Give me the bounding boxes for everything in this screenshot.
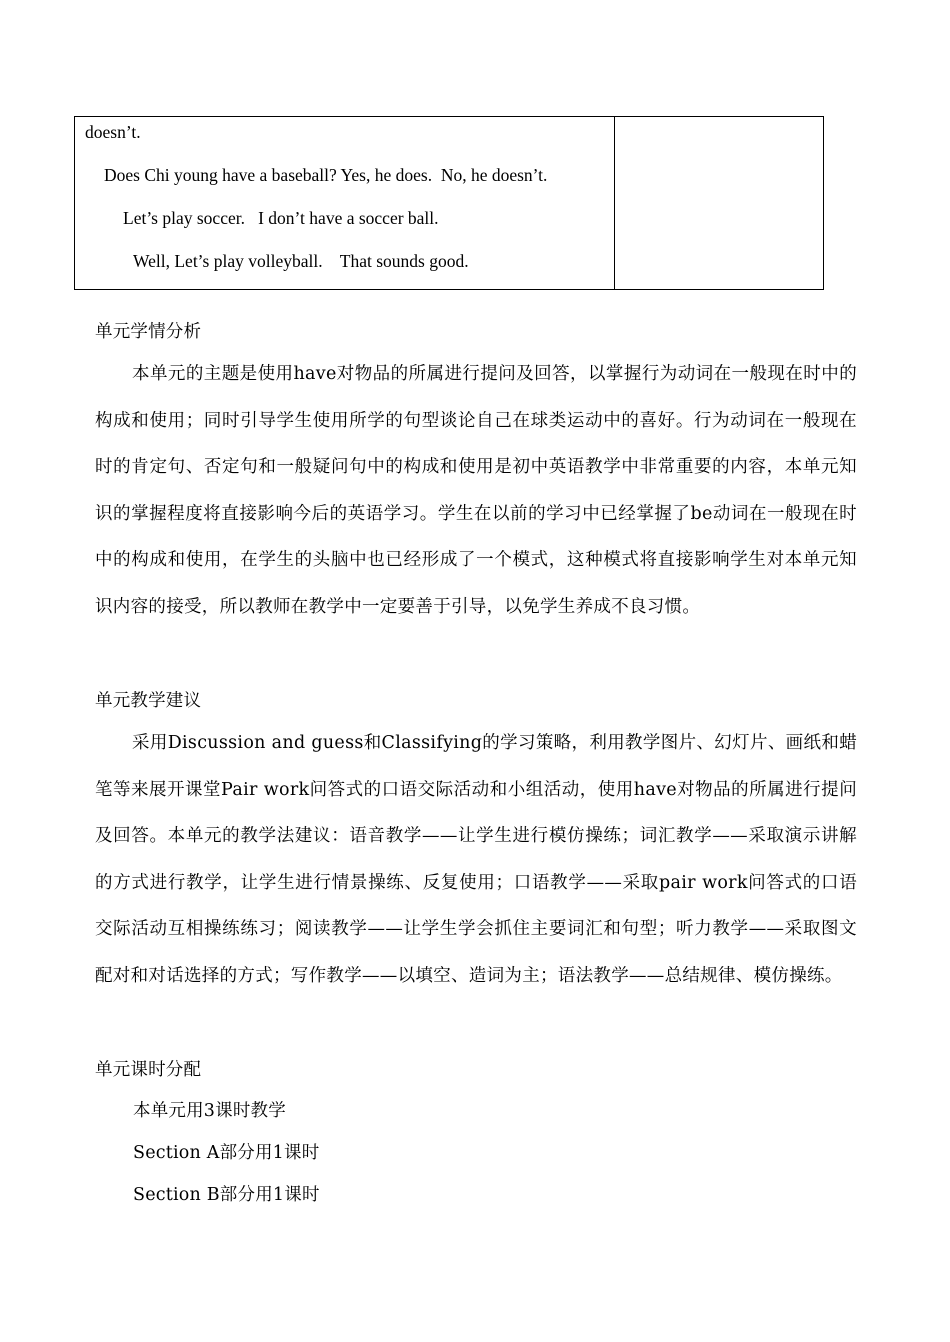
schedule-item: 本单元用3课时教学: [133, 1101, 286, 1121]
table-line: Well, Let’s play volleyball. That sounds good.: [133, 251, 469, 271]
table-column-divider: [614, 117, 615, 289]
table-line: Does Chi young have a baseball? Yes, he does. No, he doesn’t.: [104, 165, 548, 185]
table-line: doesn’t.: [85, 122, 141, 142]
section-paragraph-suggestions: 采用Discussion and guess和Classifying的学习策略，利用教学图片、幻灯片、画纸和蜡笔等来展开课堂Pair work问答式的口语交际活动和小组活动，使用have对物品的所属进行提问及回答。本单元的教学法建议：语音教学——让学生进行模仿操练；词汇教学——采取演示讲解的方式进行教学，让学生进行情景操练、反复使用；口语教学——采取pair work问答式的口语交际活动互相操练练习；阅读教学——让学生学会抓住主要词汇和句型；听力教学——采取图文配对和对话选择的方式；写作教学——以填空、造词为主；语法教学——总结规律、模仿操练。: [95, 733, 857, 986]
schedule-item: Section A部分用1课时: [133, 1143, 320, 1163]
table-line: Let’s play soccer. I don’t have a soccer ball.: [123, 208, 439, 228]
schedule-item: Section B部分用1课时: [133, 1185, 320, 1205]
section-paragraph-analysis: 本单元的主题是使用have对物品的所属进行提问及回答，以掌握行为动词在一般现在时中的构成和使用；同时引导学生使用所学的句型谈论自己在球类运动中的喜好。行为动词在一般现在时的肯定句、否定句和一般疑问句中的构成和使用是初中英语教学中非常重要的内容，本单元知识的掌握程度将直接影响今后的英语学习。学生在以前的学习中已经掌握了be动词在一般现在时中的构成和使用，在学生的头脑中也已经形成了一个模式，这种模式将直接影响学生对本单元知识内容的接受，所以教师在教学中一定要善于引导，以免学生养成不良习惯。: [95, 364, 857, 617]
section-heading-suggestions: 单元教学建议: [95, 691, 202, 711]
content-table: [74, 116, 824, 290]
section-heading-analysis: 单元学情分析: [95, 322, 202, 342]
section-heading-schedule: 单元课时分配: [95, 1060, 202, 1080]
